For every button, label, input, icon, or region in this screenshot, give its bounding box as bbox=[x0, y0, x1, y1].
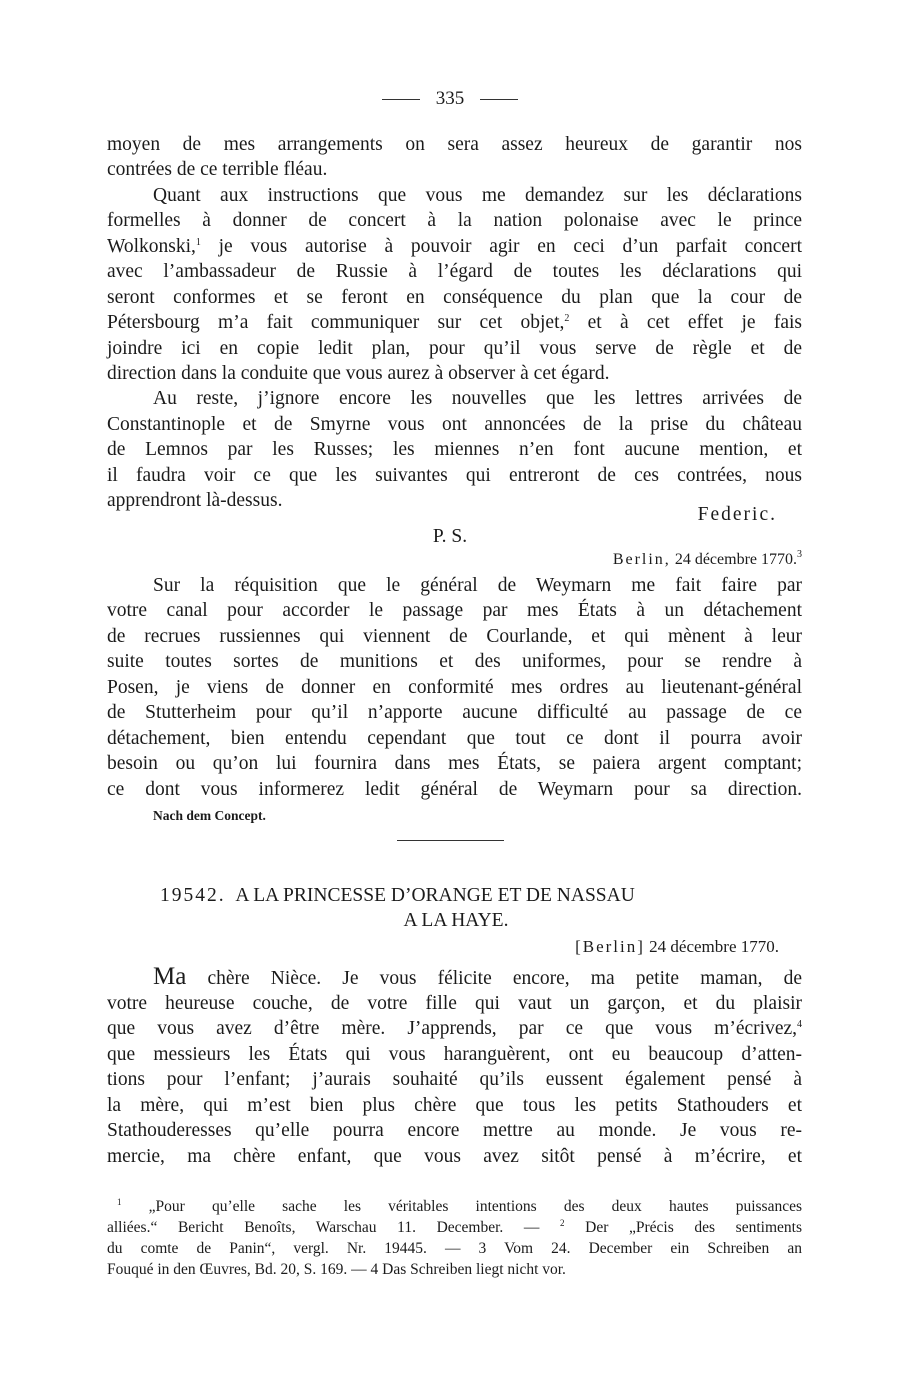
text-fragment: je vous autorise à pouvoir agir en ceci d’un parfait concert bbox=[200, 236, 802, 257]
header-dash-left bbox=[382, 99, 420, 100]
text-line: Sur la réquisition que le général de Weymarn me fait faire par bbox=[153, 575, 802, 596]
footnote-line bbox=[107, 1217, 802, 1238]
footnote-mark: 1 bbox=[117, 1197, 122, 1207]
section-divider bbox=[397, 840, 504, 841]
text-line bbox=[107, 1016, 802, 1041]
text-line: Stathouderesses qu’elle pourra encore mettre au monde. Je vous re- bbox=[107, 1120, 802, 1141]
ps-place: Berlin, bbox=[612, 551, 671, 568]
text-line: tions pour l’enfant; j’aurais souhaité qu’ils eussent également pensé à bbox=[107, 1069, 802, 1090]
text-line: formelles à donner de concert à la nation polonaise avec le prince bbox=[107, 210, 802, 231]
text-line: Au reste, j’ignore encore les nouvelles que les lettres arrivées de bbox=[153, 388, 802, 409]
footnote-line bbox=[117, 1196, 802, 1217]
text-line: besoin ou qu’on lui fournira dans mes États, se paiera argent comptant; bbox=[107, 753, 802, 774]
text-line: moyen de mes arrangements on sera assez heureux de garantir nos bbox=[107, 134, 802, 155]
text-line: que messieurs les États qui vous haranguèrent, ont eu beaucoup d’atten- bbox=[107, 1044, 802, 1065]
footnote-text: Der „Précis des sentiments bbox=[564, 1219, 802, 1236]
text-line: avec l’ambassadeur de Russie à l’égard de toutes les déclarations qui bbox=[107, 261, 802, 282]
header-dash-right bbox=[480, 99, 518, 100]
text-line: de Lemnos par les Russes; les miennes n’en font aucune mention, et bbox=[107, 439, 802, 460]
page-number: 335 bbox=[435, 88, 465, 109]
footnote-line: Fouqué in den Œuvres, Bd. 20, S. 169. — 4 Das Schreiben liegt nicht vor. bbox=[107, 1261, 566, 1278]
letter-title-line1: A LA PRINCESSE D’ORANGE ET DE NASSAU bbox=[235, 885, 635, 906]
source-note: Nach dem Concept. bbox=[153, 808, 266, 823]
text-line bbox=[107, 234, 802, 259]
text-fragment: Wolkonski, bbox=[107, 236, 196, 257]
footnote-ref: 2 bbox=[564, 313, 570, 324]
text-line: Posen, je viens de donner en conformité mes ordres au lieutenant-général bbox=[107, 677, 802, 698]
text-line: détachement, bien entendu cependant que tout ce dont il pourra avoir bbox=[107, 728, 802, 749]
text-line: de recrues russiennes qui viennent de Courlande, et qui mènent à leur bbox=[107, 626, 802, 647]
text-line: joindre ici en copie ledit plan, pour qu’il vous serve de règle et de bbox=[107, 338, 802, 359]
signature: Federic. bbox=[697, 504, 777, 525]
letter-date: 24 décembre 1770. bbox=[649, 937, 779, 956]
ps-dateline bbox=[107, 547, 802, 572]
footnote-ref: 4 bbox=[797, 1019, 802, 1030]
text-fragment: Pétersbourg m’a fait communiquer sur cet objet, bbox=[107, 312, 565, 333]
footnote-line: du comte de Panin“, vergl. Nr. 19445. — 3 Vom 24. December ein Schreiben an bbox=[107, 1240, 802, 1257]
text-line: seront conformes et se feront en conséquence du plan que la cour de bbox=[107, 287, 802, 308]
footnote-ref: 1 bbox=[195, 237, 201, 248]
text-line: ce dont vous informerez ledit général de Weymarn pour sa direction. bbox=[107, 779, 802, 800]
text-line: la mère, qui m’est bien plus chère que tous les petits Stathouders et bbox=[107, 1095, 802, 1116]
text-line bbox=[107, 310, 802, 335]
text-fragment: que vous avez d’être mère. J’apprends, par ce que vous m’écrivez, bbox=[107, 1018, 797, 1039]
letter-title-line2: A LA HAYE. bbox=[403, 910, 509, 931]
footnote-mark: 2 bbox=[560, 1218, 565, 1228]
text-line: direction dans la conduite que vous aurez à observer à cet égard. bbox=[107, 363, 610, 384]
text-line: Quant aux instructions que vous me demandez sur les déclarations bbox=[153, 185, 802, 206]
text-fragment: et à cet effet je fais bbox=[569, 312, 802, 333]
footnote-text: „Pour qu’elle sache les véritables intentions des deux hautes puissances bbox=[148, 1198, 803, 1215]
text-line: mercie, ma chère enfant, que vous avez sitôt pensé à m’écrire, et bbox=[107, 1146, 802, 1167]
footnote-ref: 3 bbox=[797, 549, 802, 560]
initial-word: Ma bbox=[153, 963, 187, 990]
text-line: il faudra voir ce que les suivantes qui entreront de ces contrées, nous bbox=[107, 465, 802, 486]
footnote-text: alliées.“ Bericht Benoîts, Warschau 11. December. — bbox=[107, 1219, 561, 1236]
text-line: votre heureuse couche, de votre fille qui vaut un garçon, et du plaisir bbox=[107, 993, 802, 1014]
date-place: [Berlin] bbox=[575, 937, 645, 956]
ps-date: 24 décembre 1770. bbox=[674, 551, 797, 568]
text-line: votre canal pour accorder le passage par mes États à un détachement bbox=[107, 600, 802, 621]
text-line: contrées de ce terrible fléau. bbox=[107, 159, 328, 180]
text-line: suite toutes sortes de munitions et des uniformes, pour se rendre à bbox=[107, 651, 802, 672]
letter-dateline bbox=[107, 934, 779, 959]
text-line: apprendront là-dessus. bbox=[107, 490, 283, 511]
page-header bbox=[0, 88, 900, 110]
ps-heading: P. S. bbox=[432, 526, 468, 547]
text-line: Constantinople et de Smyrne vous ont annoncées de la prise du château bbox=[107, 414, 802, 435]
text-fragment: chère Nièce. Je vous félicite encore, ma petite maman, de bbox=[186, 968, 802, 989]
text-line: de Stutterheim pour qu’il n’apporte aucune difficulté au passage de ce bbox=[107, 702, 802, 723]
letter-number: 19542. bbox=[160, 885, 226, 906]
letter-heading bbox=[160, 885, 635, 907]
text-line bbox=[153, 964, 802, 991]
